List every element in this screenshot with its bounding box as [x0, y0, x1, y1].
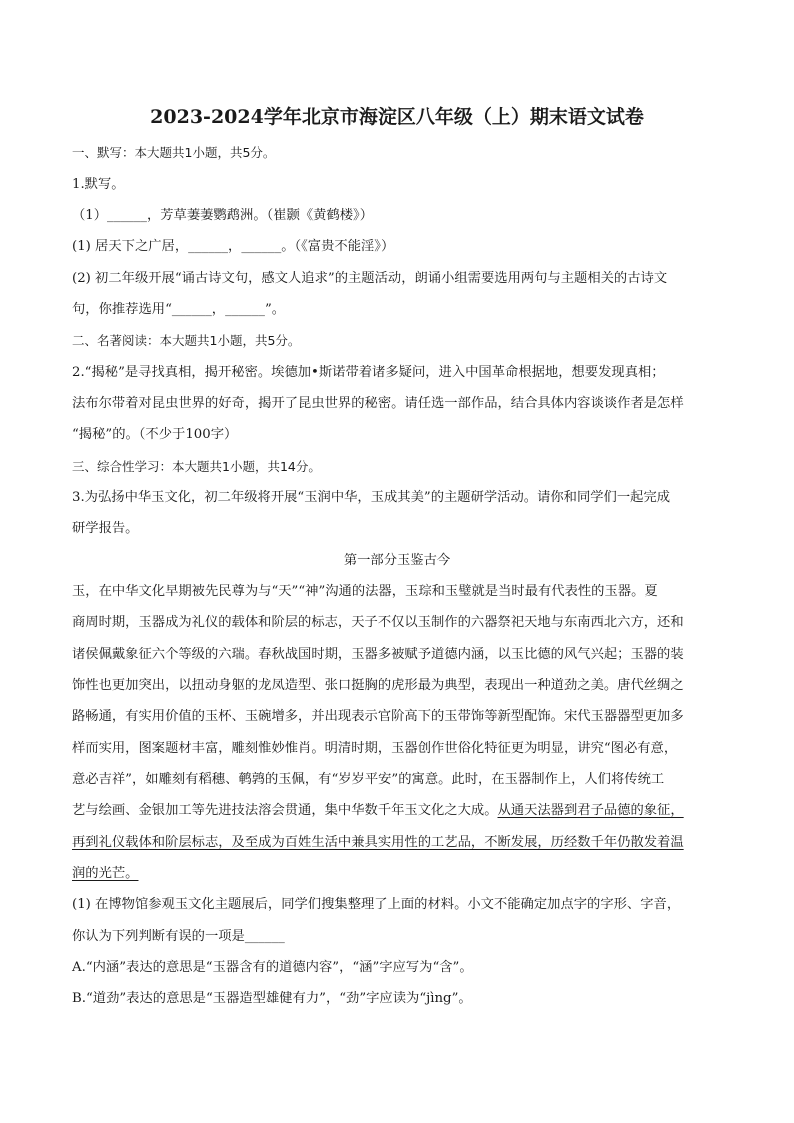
question-1-item-2: (1) 居天下之广居，______，______。（《富贵不能淫》） — [72, 239, 395, 254]
question-1-item-1: （1）______，芳草萋萋鹦鹉洲。（崔颢《黄鹤楼》） — [72, 208, 373, 223]
passage-line-3: 诸侯佩戴象征六个等级的六瑞。春秋战国时期，玉器多被赋予道德内涵，以玉比德的风气兴起；玉器的装 — [72, 647, 684, 662]
page-title: 2023-2024学年北京市海淀区八年级（上）期末语文试卷 — [150, 106, 644, 128]
passage-line-8 — [72, 801, 722, 821]
question-2-line-3: “揭秘”的。（不少于100字） — [72, 427, 238, 442]
section-heading-2: 二、名著阅读：本大题共1小题，共5分。 — [72, 333, 301, 348]
section-heading-1: 一、默写：本大题共1小题，共5分。 — [72, 145, 276, 160]
question-3-line-2: 研学报告。 — [72, 521, 139, 536]
section-heading-3: 三、综合性学习：本大题共1小题，共14分。 — [72, 459, 321, 474]
question-2-line-2: 法布尔带着对昆虫世界的好奇，揭开了昆虫世界的秘密。请任选一部作品，结合具体内容谈谈作者是怎样 — [72, 396, 684, 411]
option-a: A.“内涵”表达的意思是“玉器含有的道德内容”，“涵”字应写为“含”。 — [72, 960, 473, 975]
underlined-sentence-line-3: 润的光芒。 — [72, 866, 139, 881]
question-1-item-3-line-2: 句，你推荐选用“______，______”。 — [72, 302, 286, 317]
question-1-item-3-line-1: (2) 初二年级开展“诵古诗文句，感文人追求”的主题活动，朗诵小组需要选用两句与主题相关的古诗文 — [72, 271, 668, 286]
underlined-sentence-start: 从通天法器到君子品德的象征， — [497, 803, 684, 818]
passage-line-4: 饰性也更加突出，以扭动身躯的龙凤造型、张口挺胸的虎形最为典型，表现出一种道劲之美。唐代丝绸之 — [72, 678, 684, 693]
passage-line-6: 样而实用，图案题材丰富，雕刻惟妙惟肖。明清时期，玉器创作世俗化特征更为明显，讲究“图必有意， — [72, 741, 678, 756]
question-2-line-1: 2.“揭秘”是寻找真相，揭开秘密。埃德加•斯诺带着诸多疑问，进入中国革命根据地，想要发现真相； — [72, 365, 665, 380]
passage-line-1: 玉，在中华文化早期被先民尊为与“天”“神”沟通的法器，玉琮和玉璧就是当时最有代表性的玉器。夏 — [72, 584, 658, 599]
question-3-1-line-2: 你认为下列判断有误的一项是______ — [72, 929, 285, 944]
question-1-stem: 1.默写。 — [72, 177, 125, 192]
question-3-1-line-1: (1) 在博物馆参观玉文化主题展后，同学们搜集整理了上面的材料。小文不能确定加点字的字形、字音， — [72, 897, 681, 912]
underlined-sentence-line-2: 再到礼仪载体和阶层标志，及至成为百姓生活中兼具实用性的工艺品，不断发展，历经数千年仍散发着温 — [72, 835, 684, 850]
passage-line-7: 意必吉祥”，如雕刻有稻穗、鹌鹑的玉佩，有“岁岁平安”的寓意。此时，在玉器制作上，人们将传统工 — [72, 772, 665, 787]
passage-line-5: 路畅通，有实用价值的玉杯、玉碗增多，并出现表示官阶高下的玉带饰等新型配饰。宋代玉器器型更加多 — [72, 709, 684, 724]
passage-line-8-text: 艺与绘画、金银加工等先进技法溶会贯通，集中华数千年玉文化之大成。 — [72, 803, 498, 818]
part-heading: 第一部分玉鉴古今 — [343, 553, 451, 568]
question-3-line-1: 3.为弘扬中华玉文化，初二年级将开展“玉润中华，玉成其美”的主题研学活动。请你和同学们一起完成 — [72, 490, 671, 505]
option-b: B.“道劲”表达的意思是“玉器造型雄健有力”，“劲”字应读为“jìng”。 — [72, 991, 472, 1006]
passage-line-2: 商周时期，玉器成为礼仪的载体和阶层的标志，天子不仅以玉制作的六器祭祀天地与东南西北六方，还和 — [72, 615, 684, 630]
